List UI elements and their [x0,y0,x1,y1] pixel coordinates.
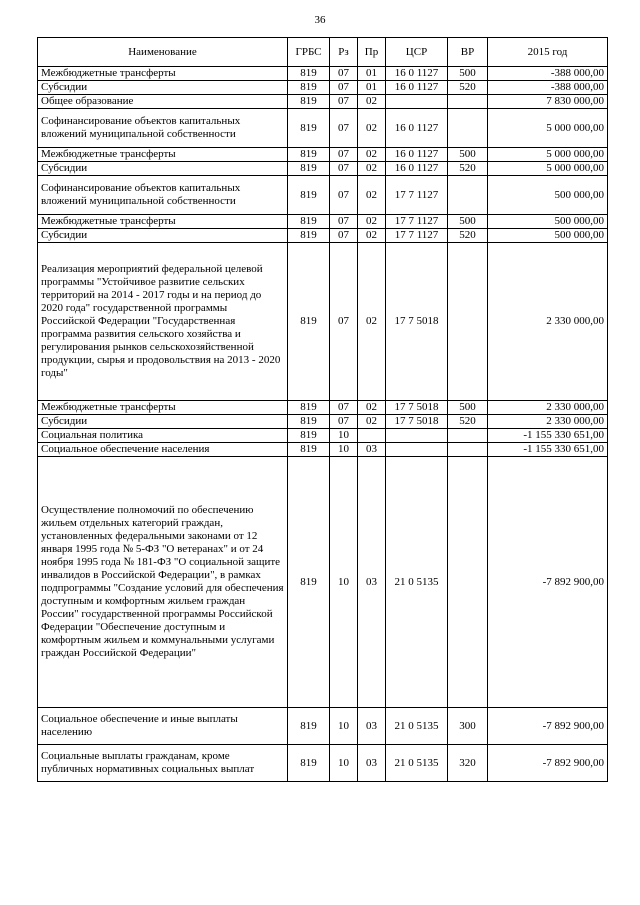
cell-name: Межбюджетные трансферты [38,401,288,415]
cell-grbs: 819 [288,745,330,782]
page-number: 36 [314,14,326,26]
cell-csr: 17 7 1127 [386,176,448,215]
cell-pr: 02 [358,109,386,148]
cell-name: Субсидии [38,415,288,429]
cell-rz: 07 [330,67,358,81]
cell-grbs: 819 [288,67,330,81]
cell-grbs: 819 [288,229,330,243]
cell-name: Субсидии [38,229,288,243]
cell-csr: 16 0 1127 [386,81,448,95]
cell-grbs: 819 [288,176,330,215]
table-row [38,67,608,81]
cell-vr [448,443,488,457]
cell-name: Софинансирование объектов капитальных вложений муниципальной собственности [38,109,288,148]
cell-csr: 17 7 5018 [386,415,448,429]
cell-rz: 10 [330,429,358,443]
cell-grbs: 819 [288,429,330,443]
cell-pr: 03 [358,745,386,782]
header-year: 2015 год [488,38,608,67]
cell-rz: 10 [330,745,358,782]
cell-vr: 520 [448,81,488,95]
cell-pr: 02 [358,162,386,176]
cell-name: Межбюджетные трансферты [38,148,288,162]
cell-rz: 07 [330,415,358,429]
cell-vr: 500 [448,67,488,81]
cell-amount: -1 155 330 651,00 [488,443,608,457]
table-row [38,457,608,708]
header-name: Наименование [38,38,288,67]
table-row [38,401,608,415]
cell-name: Осуществление полномочий по обеспечению жильем отдельных категорий граждан, установленных федеральными законами от 12 января 1995 года № 5-ФЗ "О ветеранах" и от 24 ноября 1995 года № 181-ФЗ "О социальной защите инвалидов в Российской Федерации", в рамках подпрограммы "Создание условий для обеспечения доступным и комфортным жильем граждан России" государственной программы Российской Федерации "Обеспечение доступным и комфортным жильем и коммунальными услугами граждан Российской Федерации" [38,457,288,708]
cell-csr: 17 7 5018 [386,401,448,415]
cell-grbs: 819 [288,708,330,745]
cell-rz: 07 [330,229,358,243]
cell-rz: 07 [330,401,358,415]
cell-rz: 07 [330,215,358,229]
header-rz: Рз [330,38,358,67]
table-row [38,229,608,243]
cell-pr: 02 [358,148,386,162]
cell-name: Межбюджетные трансферты [38,215,288,229]
cell-csr: 17 7 1127 [386,229,448,243]
cell-amount: 5 000 000,00 [488,162,608,176]
cell-csr [386,429,448,443]
cell-csr: 16 0 1127 [386,67,448,81]
cell-amount: 2 330 000,00 [488,415,608,429]
cell-vr: 520 [448,229,488,243]
cell-vr [448,95,488,109]
table-row [38,443,608,457]
cell-grbs: 819 [288,415,330,429]
cell-grbs: 819 [288,162,330,176]
cell-vr [448,109,488,148]
cell-vr: 520 [448,415,488,429]
cell-amount: 2 330 000,00 [488,243,608,401]
cell-name: Субсидии [38,162,288,176]
cell-pr [358,429,386,443]
cell-grbs: 819 [288,81,330,95]
cell-grbs: 819 [288,215,330,229]
cell-pr: 01 [358,67,386,81]
cell-pr: 03 [358,443,386,457]
header-vr: ВР [448,38,488,67]
cell-amount: -1 155 330 651,00 [488,429,608,443]
cell-vr: 500 [448,215,488,229]
cell-csr [386,95,448,109]
cell-rz: 10 [330,708,358,745]
cell-name: Софинансирование объектов капитальных вложений муниципальной собственности [38,176,288,215]
table-row [38,176,608,215]
cell-vr [448,429,488,443]
cell-rz: 10 [330,443,358,457]
cell-name: Реализация мероприятий федеральной целевой программы "Устойчивое развитие сельских территорий на 2014 - 2017 годы и на период до 2020 года" государственной программы Российской Федерации "Государственная программа развития сельского хозяйства и регулирования рынков сельскохозяйственной продукции, сырья и продовольствия на 2013 - 2020 годы" [38,243,288,401]
cell-vr: 320 [448,745,488,782]
table-row [38,429,608,443]
cell-csr: 16 0 1127 [386,109,448,148]
cell-csr: 21 0 5135 [386,745,448,782]
table-row [38,415,608,429]
cell-csr: 17 7 5018 [386,243,448,401]
table-row [38,109,608,148]
cell-name: Социальное обеспечение населения [38,443,288,457]
cell-grbs: 819 [288,109,330,148]
table-row [38,215,608,229]
cell-amount: -388 000,00 [488,81,608,95]
cell-rz: 07 [330,95,358,109]
cell-name: Общее образование [38,95,288,109]
cell-csr [386,443,448,457]
table-row [38,162,608,176]
cell-vr [448,176,488,215]
cell-pr: 02 [358,401,386,415]
cell-rz: 07 [330,109,358,148]
cell-pr: 02 [358,243,386,401]
cell-grbs: 819 [288,443,330,457]
cell-rz: 07 [330,81,358,95]
table-row [38,95,608,109]
cell-rz: 07 [330,243,358,401]
cell-amount: -7 892 900,00 [488,708,608,745]
cell-rz: 07 [330,162,358,176]
cell-rz: 07 [330,148,358,162]
cell-grbs: 819 [288,95,330,109]
cell-pr: 03 [358,457,386,708]
cell-pr: 02 [358,415,386,429]
cell-amount: 500 000,00 [488,176,608,215]
cell-pr: 01 [358,81,386,95]
cell-grbs: 819 [288,243,330,401]
cell-name: Социальная политика [38,429,288,443]
table-row [38,745,608,782]
cell-pr: 02 [358,176,386,215]
cell-name: Межбюджетные трансферты [38,67,288,81]
cell-pr: 03 [358,708,386,745]
cell-amount: -388 000,00 [488,67,608,81]
table-row [38,81,608,95]
cell-amount: 5 000 000,00 [488,109,608,148]
table-row [38,148,608,162]
table-row [38,243,608,401]
cell-vr: 500 [448,401,488,415]
cell-amount: 7 830 000,00 [488,95,608,109]
cell-csr: 16 0 1127 [386,148,448,162]
cell-name: Социальные выплаты гражданам, кроме публичных нормативных социальных выплат [38,745,288,782]
budget-table [37,37,608,782]
cell-pr: 02 [358,215,386,229]
table-header-row [38,38,608,67]
cell-name: Субсидии [38,81,288,95]
cell-amount: 5 000 000,00 [488,148,608,162]
cell-amount: 500 000,00 [488,229,608,243]
cell-rz: 07 [330,176,358,215]
cell-grbs: 819 [288,148,330,162]
cell-grbs: 819 [288,457,330,708]
cell-name: Социальное обеспечение и иные выплаты населению [38,708,288,745]
cell-vr [448,457,488,708]
header-pr: Пр [358,38,386,67]
table-row [38,708,608,745]
cell-amount: 500 000,00 [488,215,608,229]
cell-rz: 10 [330,457,358,708]
cell-vr: 500 [448,148,488,162]
cell-pr: 02 [358,229,386,243]
cell-csr: 17 7 1127 [386,215,448,229]
cell-csr: 21 0 5135 [386,457,448,708]
cell-csr: 16 0 1127 [386,162,448,176]
cell-amount: -7 892 900,00 [488,457,608,708]
cell-csr: 21 0 5135 [386,708,448,745]
header-grbs: ГРБС [288,38,330,67]
cell-vr: 300 [448,708,488,745]
cell-amount: 2 330 000,00 [488,401,608,415]
cell-vr: 520 [448,162,488,176]
cell-grbs: 819 [288,401,330,415]
cell-vr [448,243,488,401]
cell-amount: -7 892 900,00 [488,745,608,782]
cell-pr: 02 [358,95,386,109]
header-csr: ЦСР [386,38,448,67]
